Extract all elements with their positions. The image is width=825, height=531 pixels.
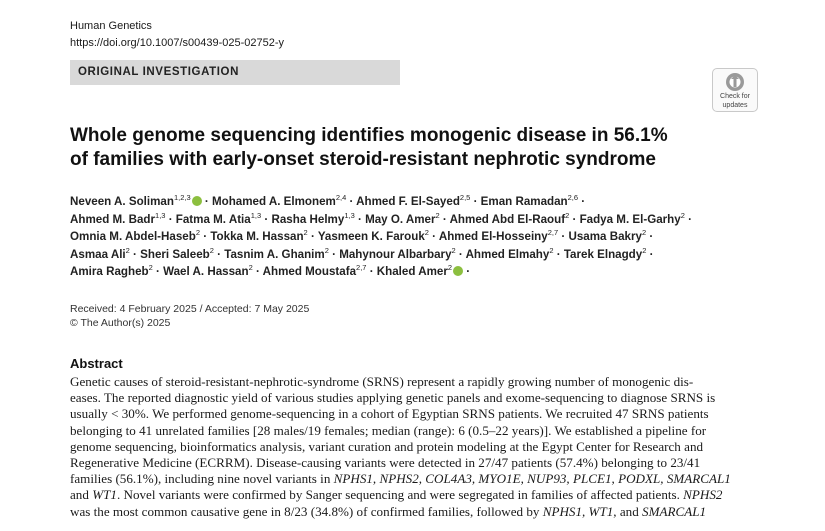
author-name: Tarek Elnagdy [563,247,643,261]
author-name: Ahmed Abd El-Raouf [449,212,566,226]
author-name: Omnia M. Abdel-Haseb [70,230,196,244]
author-separator: · [470,195,481,208]
author-name: Ahmed Moustafa [262,265,357,279]
author-affiliation: 2 [248,263,253,273]
author-name: Tasnim A. Ghanim [224,247,325,261]
author-separator: · [165,212,176,226]
author-affiliation: 1,2,3 [173,193,191,202]
article-title [70,124,720,172]
abstract-body [70,374,760,520]
author-separator: · [558,230,569,244]
author-affiliation: 2,5 [459,193,471,202]
author-affiliation: 2 [549,245,554,255]
doi-link[interactable]: https://doi.org/10.1007/s00439-025-02752-y [70,37,285,49]
abstract-line: belonging to 41 unrelated families [28 males/19 females; median (range): 6 (0.5–22 years)]. We established a pipeline for [70,422,707,438]
author-separator: · [152,265,164,279]
abstract-heading: Abstract [70,356,123,371]
author-affiliation: 2 [195,228,201,238]
author-affiliation: 2 [641,228,647,238]
abstract-line [70,471,760,487]
author-affiliation: 2 [642,245,647,255]
author-name: Fadya M. El-Garhy [579,212,681,226]
author-separator: · [213,247,225,261]
gene-names: WT1 [92,487,117,503]
author-separator: · [428,230,439,244]
abstract-text: families (56.1%), including nine novel variants in [70,471,334,487]
author-separator: · [200,230,211,244]
author-separator: · [569,212,580,226]
author-name: Eman Ramadan [480,195,568,208]
abstract-line: eases. The reported diagnostic yield of various studies applying genetic panels and exome-sequencing to diagnose SRNS is [70,390,716,406]
author-affiliation: 2 [565,210,570,220]
author-name: Fatma M. Atia [175,212,251,226]
author-name: Yasmeen K. Farouk [317,230,425,244]
abstract-line [70,504,760,520]
author-separator: · [252,265,263,279]
author-name: Tokka M. Hassan [210,230,304,244]
author-name: Ahmed El-Hosseiny [438,230,548,244]
author-line [70,211,770,229]
abstract-text: and [70,487,93,503]
author-separator: · [354,212,366,226]
abstract-text: , and [613,503,643,519]
author-line [70,228,770,246]
author-separator: · [455,247,466,261]
author-list [70,193,770,281]
author-affiliation: 1,3 [344,210,355,220]
orcid-icon[interactable] [192,196,202,206]
author-separator: · [439,212,450,226]
author-name: Amira Ragheb [70,265,149,279]
author-name: Ahmed M. Badr [70,212,156,226]
author-affiliation: 2 [435,210,440,220]
author-name: Neveen A. Soliman [70,195,174,208]
author-name: Usama Bakry [568,230,642,244]
author-separator: · [578,195,586,208]
author-affiliation: 2 [451,245,456,255]
article-dates [70,302,309,330]
gene-names: NPHS2 [683,487,723,503]
author-name: May O. Amer [365,212,436,226]
check-for-updates-button[interactable] [712,68,758,112]
check-for-updates-icon [725,72,745,92]
author-separator: · [646,247,654,261]
author-affiliation: 2 [148,263,153,273]
abstract-text: was the most common causative gene in 8/23 (34.8%) of confirmed families, followed by [70,503,543,519]
author-affiliation: 2 [125,245,130,255]
author-separator: · [201,195,212,208]
author-name: Sheri Saleeb [140,247,210,261]
author-affiliation: 2,4 [335,193,347,202]
author-separator: · [328,247,340,261]
author-separator: · [463,265,471,279]
author-affiliation: 2 [447,263,453,273]
abstract-line: Genetic causes of steroid-resistant-nephrotic-syndrome (SRNS) represent a rapidly growing number of monogenic dis- [70,374,694,389]
abstract-line: genome sequencing, bioinformatics analysis, variant curation and protein modeling at the Egypt Center for Research and [70,438,704,454]
author-line [70,193,770,211]
gene-names: SMARCAL1 [642,503,707,519]
gene-names: NPHS1, WT1 [542,503,614,519]
section-label: ORIGINAL INVESTIGATION [78,66,240,78]
author-separator: · [646,230,654,244]
author-affiliation: 2 [680,210,685,220]
author-affiliation: 1,3 [250,210,262,220]
author-separator: · [346,195,357,208]
abstract-line: usually < 30%. We performed genome-sequencing in a cohort of Egyptian SRNS patients. We recruited 47 SRNS patients [70,406,709,422]
check-label-2: updates [722,102,748,109]
abstract-line [70,487,760,503]
author-affiliation: 2 [424,228,429,238]
author-separator: · [366,265,377,279]
author-separator: · [553,247,564,261]
author-separator: · [129,247,141,261]
author-affiliation: 2 [324,245,329,255]
author-separator: · [684,212,692,226]
author-name: Wael A. Hassan [163,265,249,279]
orcid-icon[interactable] [453,266,463,276]
author-affiliation: 2,7 [356,263,367,273]
abstract-text: . Novel variants were confirmed by Sanger sequencing and were segregated in families of affected patients. [116,487,684,503]
author-name: Ahmed F. El-Sayed [356,195,460,208]
author-separator: · [307,230,318,244]
author-line [70,246,770,264]
author-line [70,263,770,281]
author-name: Rasha Helmy [271,212,345,226]
title-line: Whole genome sequencing identifies monogenic disease in 56.1% [70,125,668,146]
abstract-line: Regenerative Medicine (ECRRM). Disease-causing variants were detected in 27/47 patients (57.4%) belonging to 23/41 [70,455,701,471]
author-name: Khaled Amer [376,265,448,279]
check-label-1: Check for [720,93,750,100]
section-band [70,60,400,85]
author-name: Mahynour Albarbary [339,247,452,261]
gene-names: NPHS1, NPHS2, COL4A3, MYO1E, NUP93, PLCE1, PODXL, SMARCAL1 [333,471,731,487]
title-line: of families with early-onset steroid-resistant nephrotic syndrome [70,149,656,170]
author-affiliation: 2 [303,228,308,238]
author-affiliation: 2,6 [567,193,579,202]
author-affiliation: 2,7 [547,228,559,238]
author-affiliation: 1,3 [155,210,166,220]
author-affiliation: 2 [209,245,214,255]
received-accepted: Received: 4 February 2025 / Accepted: 7 May 2025 [70,303,310,315]
journal-name: Human Genetics [70,20,152,32]
author-name: Asmaa Ali [70,247,126,261]
author-separator: · [261,212,272,226]
copyright: © The Author(s) 2025 [70,317,171,329]
author-name: Mohamed A. Elmonem [211,195,336,208]
author-name: Ahmed Elmahy [465,247,550,261]
